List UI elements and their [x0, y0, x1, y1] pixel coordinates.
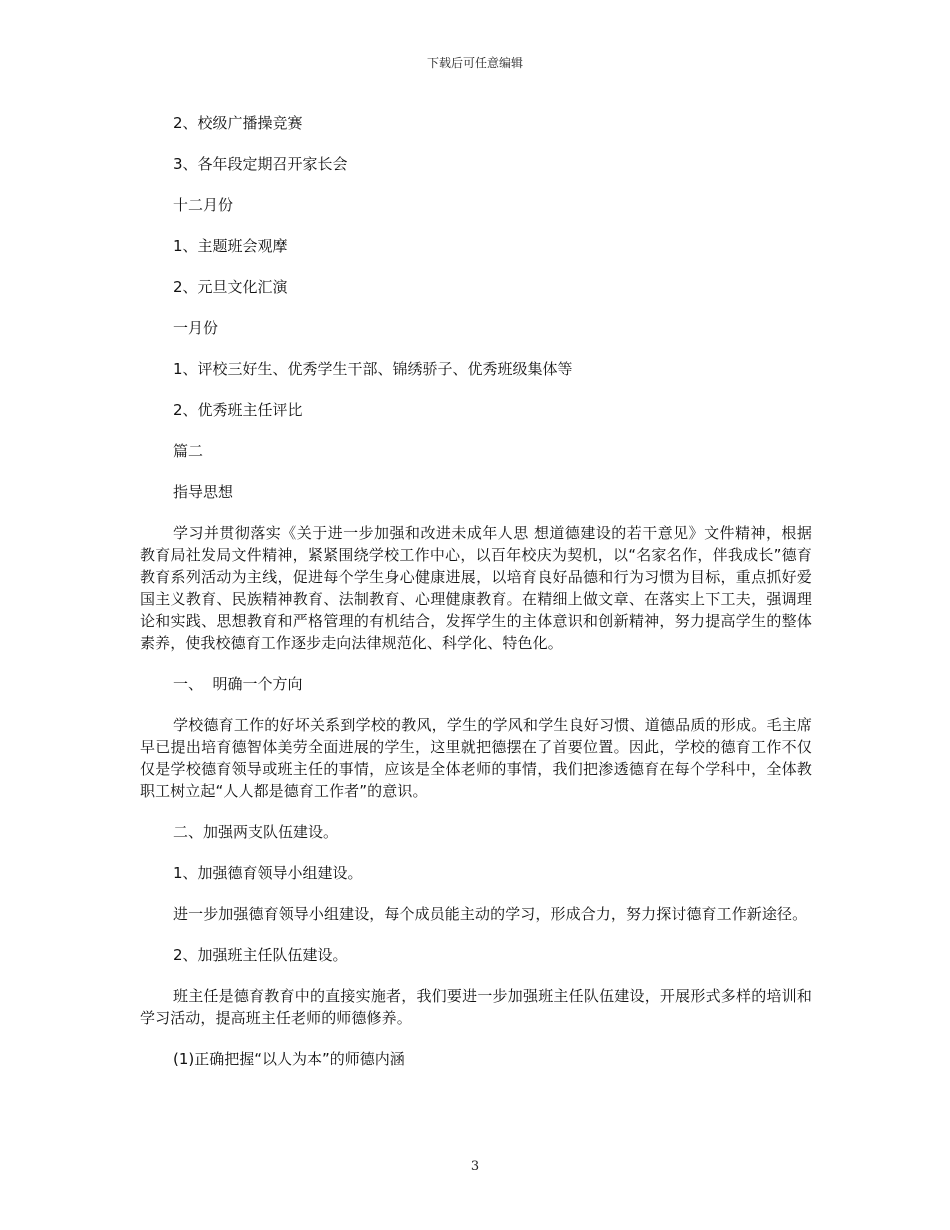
document-body — [140, 112, 812, 1089]
list-item: 3、各年段定期召开家长会 — [173, 155, 348, 173]
list-item: 1、主题班会观摩 — [173, 237, 288, 255]
list-item: 2、优秀班主任评比 — [173, 401, 303, 419]
list-item: 1、评校三好生、优秀学生干部、锦绣骄子、优秀班级集体等 — [173, 360, 573, 378]
page-header: 下载后可任意编辑 — [426, 56, 523, 70]
paragraph-leadership-group: 进一步加强德育领导小组建设，每个成员能主动的学习，形成合力，努力探讨德育工作新途径。 — [173, 905, 808, 923]
month-heading: 一月份 — [173, 319, 219, 337]
subsection-heading: (1)正确把握“以人为本”的师德内涵 — [173, 1050, 405, 1068]
list-item: 2、元旦文化汇演 — [173, 278, 288, 296]
section-heading: 二、加强两支队伍建设。 — [173, 823, 339, 841]
paragraph-direction: 学校德育工作的好坏关系到学校的教风，学生的学风和学生良好习惯、道德品质的形成。毛主席早已提出培育德智体美劳全面进展的学生，这里就把德摆在了首要位置。因此，学校的德育工作不仅仅是学校德育领导或班主任的事情，应该是全体老师的事情，我们把渗透德育在每个学科中，全体教职工树立起“人人都是德育工作者”的意识。 — [140, 716, 812, 800]
paragraph-guiding-thought: 学习并贯彻落实《关于进一步加强和改进未成年人思 想道德建设的若干意见》文件精神，根据教育局社发局文件精神，紧紧围绕学校工作中心，以百年校庆为契机，以“名家名作，伴我成长”德育教育系列活动为主线，促进每个学生身心健康进展，以培育良好品德和行为习惯为目标，重点抓好爱国主义教育、民族精神教育、法制教育、心理健康教育。在精细上做文章、在落实上下工夫，强调理论和实践、思想教育和严格管理的有机结合，发挥学生的主体意识和创新精神，努力提高学生的整体素养，使我校德育工作逐步走向法律规范化、科学化、特色化。 — [140, 524, 812, 652]
section-title: 篇二 — [173, 442, 204, 460]
section-heading: 指导思想 — [173, 483, 234, 501]
month-heading: 十二月份 — [173, 196, 234, 214]
subsection-heading: 1、加强德育领导小组建设。 — [173, 864, 363, 882]
page-number: 3 — [470, 1159, 480, 1174]
section-heading: 一、 明确一个方向 — [173, 675, 303, 693]
paragraph-head-teachers: 班主任是德育教育中的直接实施者，我们要进一步加强班主任队伍建设，开展形式多样的培训和学习活动，提高班主任老师的师德修养。 — [140, 987, 812, 1027]
subsection-heading: 2、加强班主任队伍建设。 — [173, 946, 348, 964]
list-item: 2、校级广播操竞赛 — [173, 114, 303, 132]
